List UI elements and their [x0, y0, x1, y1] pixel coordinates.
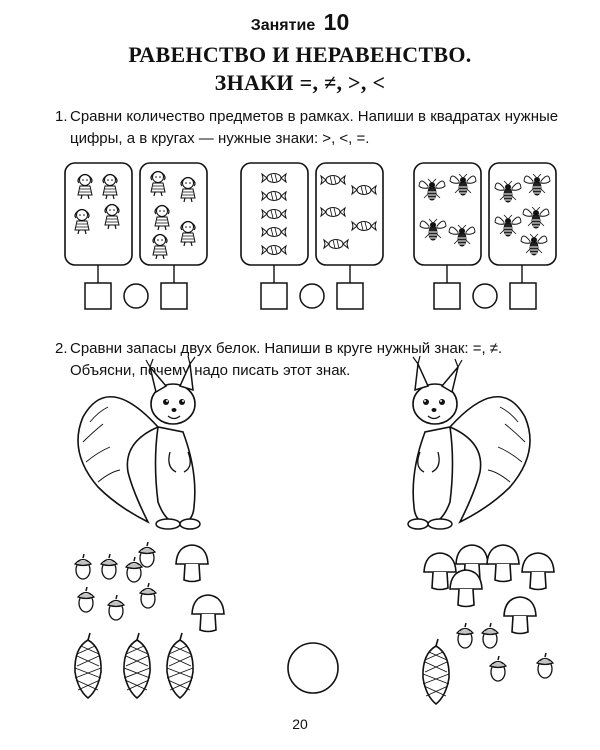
acorn-icon — [75, 554, 91, 579]
acorn-icon — [101, 554, 117, 579]
acorn-icon — [482, 623, 498, 648]
task-1-text: Сравни количество предметов в рамках. Напиши в квадратах нужные цифры, а в кругах — нужные знаки: >, <, =. — [70, 108, 559, 147]
left-supplies — [75, 542, 224, 698]
answer-circle-squirrels[interactable] — [288, 643, 338, 693]
group-bees — [414, 163, 556, 309]
mushroom-icon — [192, 595, 224, 632]
acorn-icon — [78, 587, 94, 612]
page-title: РАВЕНСТВО И НЕРАВЕНСТВО. — [128, 42, 472, 67]
cone-icon — [75, 633, 101, 698]
lesson-word: Занятие — [250, 17, 316, 34]
right-supplies — [423, 545, 554, 704]
acorn-icon — [140, 583, 156, 608]
acorn-icon — [490, 656, 506, 681]
mushroom-icon — [504, 597, 536, 634]
doll-icon — [181, 222, 195, 247]
answer-square[interactable] — [434, 283, 460, 309]
doll-icon — [78, 175, 92, 200]
mushroom-icon — [176, 545, 208, 582]
task-1-number: 1. — [55, 108, 68, 125]
acorn-icon — [126, 557, 142, 582]
acorn-icon — [139, 542, 155, 567]
task-2-text-line2: Объясни, почему надо писать этот знак. — [70, 362, 351, 379]
doll-icon — [181, 178, 195, 203]
page-subtitle: ЗНАКИ =, ≠, >, < — [214, 70, 386, 95]
task-2-text-line1: Сравни запасы двух белок. Напиши в круге нужный знак: =, ≠. — [70, 340, 503, 357]
mushroom-icon — [450, 570, 482, 607]
cone-icon — [167, 633, 193, 698]
answer-square[interactable] — [510, 283, 536, 309]
frame-right-dolls — [140, 163, 207, 265]
answer-circle[interactable] — [473, 284, 497, 308]
squirrel-left-icon — [78, 356, 200, 529]
page-number: 20 — [292, 716, 308, 732]
doll-icon — [153, 235, 167, 260]
acorn-icon — [457, 623, 473, 648]
answer-circle[interactable] — [124, 284, 148, 308]
acorn-icon — [537, 653, 553, 678]
answer-square[interactable] — [161, 283, 187, 309]
answer-square[interactable] — [261, 283, 287, 309]
doll-icon — [75, 210, 89, 235]
doll-icon — [151, 172, 165, 197]
task-2-number: 2. — [55, 340, 68, 357]
squirrel-right-icon — [408, 356, 530, 529]
cone-icon — [124, 633, 150, 698]
cone-icon — [423, 639, 449, 704]
doll-icon — [105, 205, 119, 230]
mushroom-icon — [487, 545, 519, 582]
answer-circle[interactable] — [300, 284, 324, 308]
answer-square[interactable] — [337, 283, 363, 309]
mushroom-icon — [522, 553, 554, 590]
acorn-icon — [108, 595, 124, 620]
group-candies — [241, 163, 383, 309]
answer-square[interactable] — [85, 283, 111, 309]
lesson-number: 10 — [323, 9, 350, 35]
group-dolls — [65, 163, 207, 309]
doll-icon — [155, 206, 169, 231]
doll-icon — [103, 175, 117, 200]
